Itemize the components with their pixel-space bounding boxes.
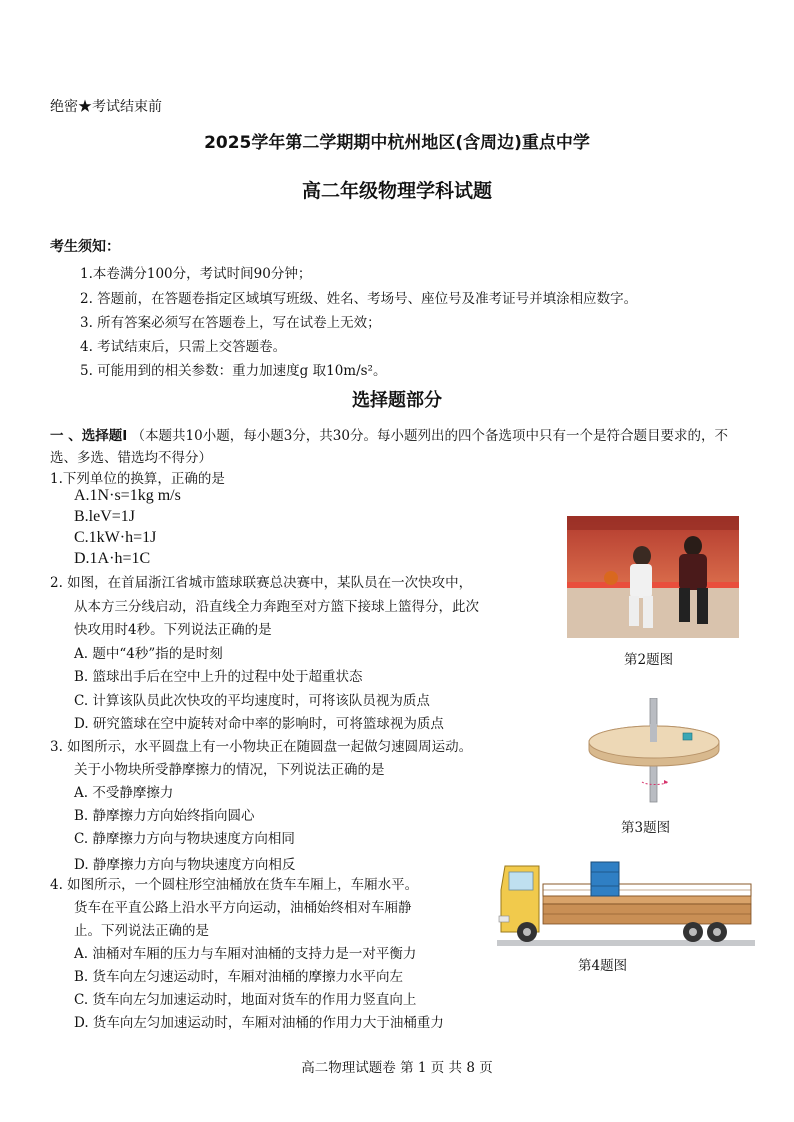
basketball-photo [567,516,739,638]
question-3-option-b: B. 静摩擦力方向始终指向圆心 [74,808,255,824]
question-2-option-d: D. 研究篮球在空中旋转对命中率的影响时，可将篮球视为质点 [74,716,444,732]
question-2-option-a: A. 题中“4秒”指的是时刻 [74,646,223,662]
question-3-stem-line: 关于小物块所受静摩擦力的情况，下列说法正确的是 [74,762,385,778]
question-2-stem-line: 快攻用时4秒。下列说法正确的是 [74,622,272,638]
question-4-option-c: C. 货车向左匀加速运动时，地面对货车的作用力竖直向上 [74,992,417,1008]
question-4-stem-line: 止。下列说法正确的是 [74,923,209,939]
rotating-disc-figure [586,698,722,806]
figure-4-caption: 第4题图 [578,958,628,974]
question-2-stem-line: 2. 如图，在首届浙江省城市篮球联赛总决赛中，某队员在一次快攻中， [50,575,473,591]
note-item: 2. 答题前，在答题卷指定区域填写班级、姓名、考场号、座位号及准考证号并填涂相应数字。 [80,291,638,307]
exam-subtitle: 高二年级物理学科试题 [301,180,492,202]
question-4-option-b: B. 货车向左匀速运动时，车厢对油桶的摩擦力水平向左 [74,969,404,985]
question-4-option-d: D. 货车向左匀加速运动时，车厢对油桶的作用力大于油桶重力 [74,1015,444,1031]
truck-oil-drum-figure [497,860,755,946]
note-item: 5. 可能用到的相关参数：重力加速度g 取10m/s²。 [80,363,387,379]
figure-3-caption: 第3题图 [621,820,671,836]
question-2-option-c: C. 计算该队员此次快攻的平均速度时，可将该队员视为质点 [74,693,430,709]
figure-2-caption: 第2题图 [624,652,674,668]
question-3-option-a: A. 不受静摩擦力 [74,785,174,801]
question-1-option-b: B.leV=1J [74,508,136,525]
question-1-stem: 1.下列单位的换算，正确的是 [50,471,225,487]
question-3-stem-line: 3. 如图所示，水平圆盘上有一小物块正在随圆盘一起做匀速圆周运动。 [50,739,473,755]
question-1-option-a: A.1N·s=1kg m/s [74,487,181,504]
question-1-option-d: D.1A·h=1C [74,550,151,567]
question-1-option-c: C.1kW·h=1J [74,529,157,546]
notes-heading: 考生须知： [50,239,120,255]
note-item: 1.本卷满分100分，考试时间90分钟； [80,266,312,282]
note-item: 3. 所有答案必须写在答题卷上，写在试卷上无效； [80,315,381,331]
exam-title: 2025学年第二学期期中杭州地区(含周边)重点中学 [204,133,590,153]
question-4-option-a: A. 油桶对车厢的压力与车厢对油桶的支持力是一对平衡力 [74,946,417,962]
page-footer: 高二物理试题卷 第 1 页 共 8 页 [301,1060,493,1076]
part-label: 一 、选择题Ⅰ [50,428,128,444]
question-2-option-b: B. 篮球出手后在空中上升的过程中处于超重状态 [74,669,363,685]
part-description: （本题共10小题，每小题3分，共30分。每小题列出的四个备选项中只有一个是符合题目要求的，不选、多选、错选均不得分） [50,428,728,466]
section-title: 选择题部分 [352,390,442,411]
note-item: 4. 考试结束后，只需上交答题卷。 [80,339,287,355]
confidential-label: 绝密★考试结束前 [50,99,162,115]
part-instructions [50,425,750,469]
question-3-option-d: D. 静摩擦力方向与物块速度方向相反 [74,857,296,873]
question-2-stem-line: 从本方三分线启动，沿直线全力奔跑至对方篮下接球上篮得分，此次 [74,599,479,615]
question-4-stem-line: 货车在平直公路上沿水平方向运动，油桶始终相对车厢静 [74,900,412,916]
question-4-stem-line: 4. 如图所示，一个圆柱形空油桶放在货车车厢上，车厢水平。 [50,877,419,893]
question-3-option-c: C. 静摩擦力方向与物块速度方向相同 [74,831,295,847]
